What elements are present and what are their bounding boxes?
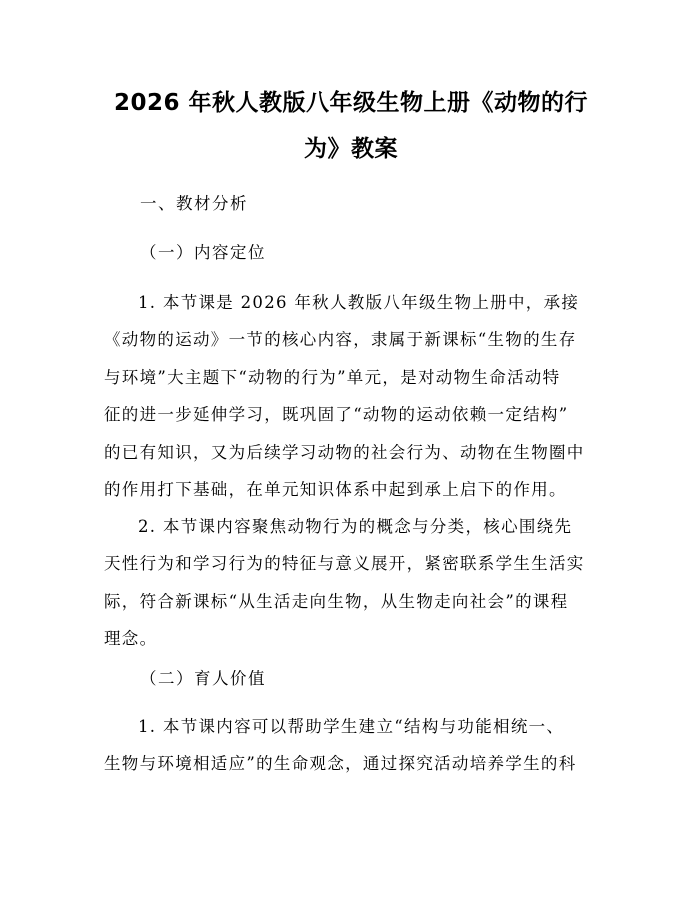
subsection-heading-content-positioning: （一）内容定位	[140, 243, 266, 262]
text-line: 际，符合新课标“从生活走向生物，从生物走向社会”的课程	[104, 591, 569, 611]
text-line: 的已有知识，又为后续学习动物的社会行为、动物在生物圈中	[104, 442, 585, 462]
paragraph-educational-value-1	[104, 708, 602, 783]
text-line: 《动物的运动》一节的核心内容，隶属于新课标“生物的生存	[104, 330, 577, 350]
section-heading-teaching-material-analysis: 一、教材分析	[140, 194, 248, 213]
text-line: 生物与环境相适应”的生命观念，通过探究活动培养学生的科	[104, 754, 577, 774]
text-line: 1. 本节课内容可以帮助学生建立“结构与功能相统一、	[138, 717, 565, 736]
text-line: 与环境”大主题下“动物的行为”单元，是对动物生命活动特	[104, 367, 561, 387]
text-line: 理念。	[104, 629, 158, 649]
paragraph-content-positioning-2	[104, 508, 602, 658]
text-line: 的作用打下基础，在单元知识体系中起到承上启下的作用。	[104, 480, 567, 500]
text-line: 1. 本节课是 2026 年秋人教版八年级生物上册中，承接	[138, 293, 580, 312]
document-title	[96, 80, 606, 172]
text-line: 2. 本节课内容聚焦动物行为的概念与分类，核心围绕先	[138, 517, 573, 536]
paragraph-content-positioning-1	[104, 284, 602, 508]
text-line: 征的进一步延伸学习，既巩固了“动物的运动依赖一定结构”	[104, 405, 569, 425]
title-line-1: 2026 年秋人教版八年级生物上册《动物的行	[113, 90, 589, 116]
title-line-2: 为》教案	[304, 136, 398, 162]
subsection-heading-educational-value: （二）育人价值	[140, 669, 266, 688]
text-line: 天性行为和学习行为的特征与意义展开，紧密联系学生生活实	[104, 554, 585, 574]
